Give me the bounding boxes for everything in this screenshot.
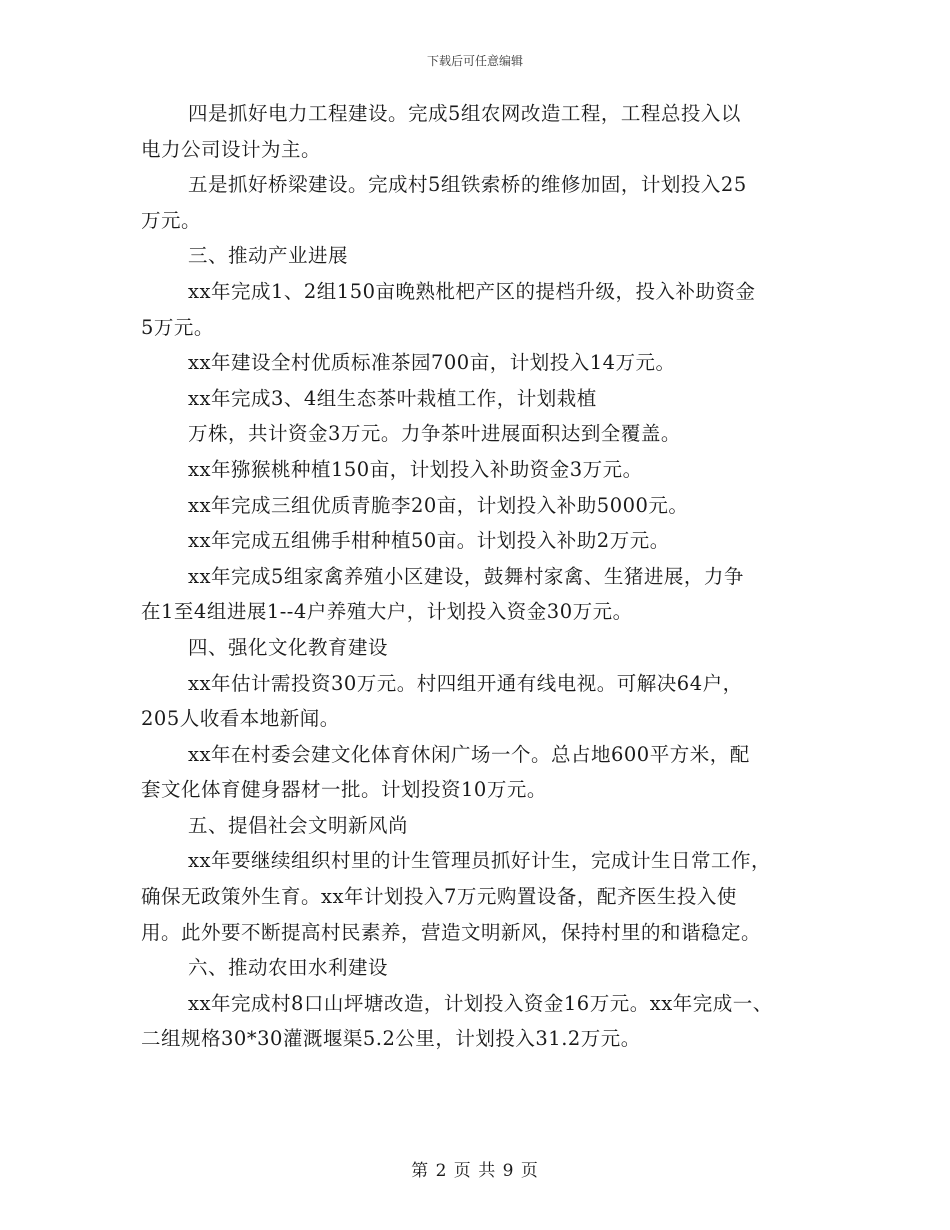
body-line: xx年完成1、2组150亩晚熟枇杷产区的提档升级，投入补助资金: [188, 279, 756, 303]
body-line: 在1至4组进展1--4户养殖大户，计划投入资金30万元。: [141, 600, 633, 624]
body-line: 5万元。: [141, 315, 214, 339]
body-line: xx年完成5组家禽养殖小区建设，鼓舞村家禽、生猪进展，力争: [188, 564, 744, 588]
body-line: xx年估计需投资30万元。村四组开通有线电视。可解决64户，: [188, 671, 743, 695]
body-line: xx年完成三组优质青脆李20亩，计划投入补助5000元。: [188, 493, 689, 517]
section-heading: 四、强化文化教育建设: [188, 635, 389, 659]
body-line: xx年要继续组织村里的计生管理员抓好计生，完成计生日常工作，: [188, 849, 771, 873]
body-line: xx年在村委会建文化体育休闲广场一个。总占地600平方米，配: [188, 742, 750, 766]
body-line: xx年完成五组佛手柑种植50亩。计划投入补助2万元。: [188, 529, 670, 553]
page-header: 下载后可任意编辑: [426, 54, 523, 68]
body-line: 五是抓好桥梁建设。完成村5组铁索桥的维修加固，计划投入25: [188, 173, 747, 197]
section-heading: 六、推动农田水利建设: [188, 956, 389, 980]
body-line: xx年完成3、4组生态茶叶栽植工作，计划栽植: [188, 386, 597, 410]
body-line: 205人收看本地新闻。: [141, 707, 340, 731]
body-line: xx年完成村8口山坪塘改造，计划投入资金16万元。xx年完成一、: [188, 991, 773, 1015]
body-line: 套文化体育健身器材一批。计划投资10万元。: [141, 778, 547, 802]
body-line: 四是抓好电力工程建设。完成5组农网改造工程，工程总投入以: [188, 102, 741, 125]
section-heading: 五、提倡社会文明新风尚: [188, 813, 409, 837]
section-heading: 三、推动产业进展: [188, 244, 349, 268]
body-line: 用。此外要不断提高村民素养，营造文明新风，保持村里的和谐稳定。: [141, 920, 762, 944]
body-line: 万株，共计资金3万元。力争茶叶进展面积达到全覆盖。: [188, 422, 681, 446]
page-number-footer: 第 2 页 共 9 页: [411, 1161, 539, 1181]
body-line: 电力公司设计为主。: [141, 137, 322, 161]
document-body: [141, 96, 841, 1057]
body-line: xx年猕猴桃种植150亩，计划投入补助资金3万元。: [188, 457, 643, 481]
body-line: 万元。: [141, 208, 202, 232]
body-line: 二组规格30*30灌溉堰渠5.2公里，计划投入31.2万元。: [141, 1027, 641, 1051]
body-line: xx年建设全村优质标准茶园700亩，计划投入14万元。: [188, 351, 676, 375]
body-line: 确保无政策外生育。xx年计划投入7万元购置设备，配齐医生投入使: [141, 885, 737, 909]
